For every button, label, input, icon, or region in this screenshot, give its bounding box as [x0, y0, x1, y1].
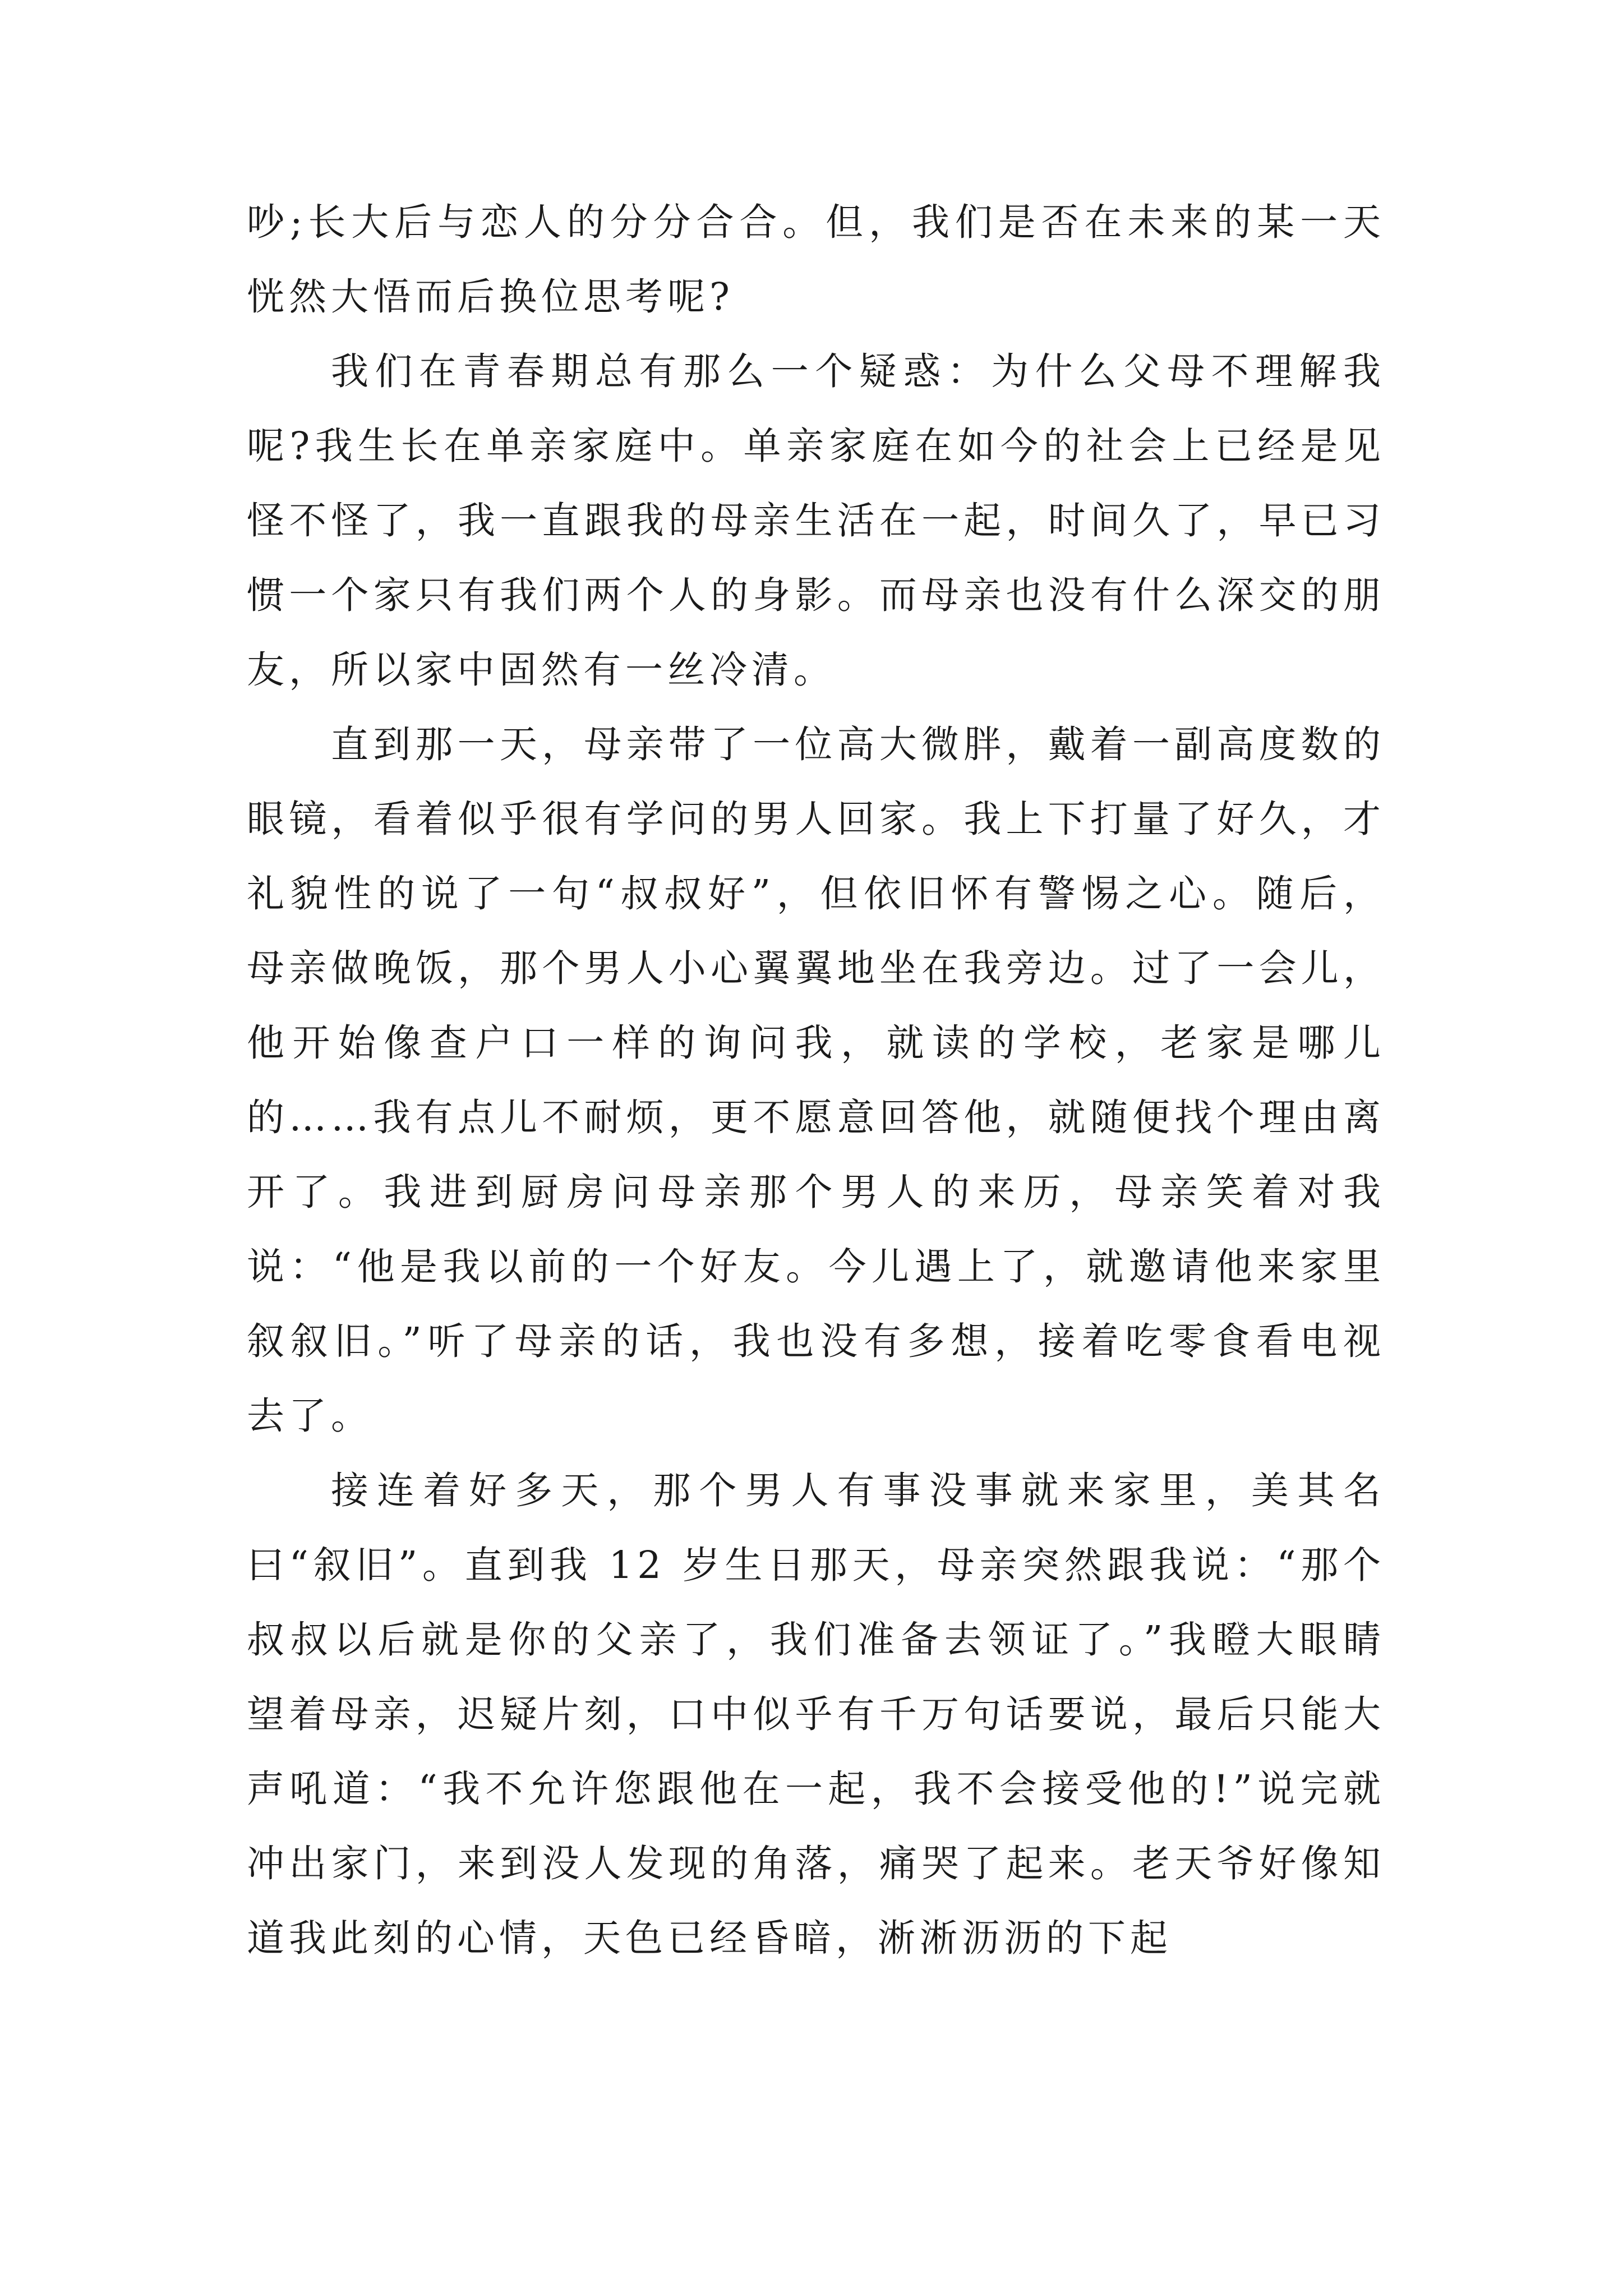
document-body — [247, 185, 1385, 1976]
paragraph-2: 我们在青春期总有那么一个疑惑：为什么父母不理解我呢?我生长在单亲家庭中。单亲家庭在如今的社会上已经是见怪不怪了，我一直跟我的母亲生活在一起，时间久了，早已习惯一个家只有我们两个人的身影。而母亲也没有什么深交的朋友，所以家中固然有一丝冷清。 — [247, 349, 1385, 692]
paragraph-1: 吵;长大后与恋人的分分合合。但，我们是否在未来的某一天恍然大悟而后换位思考呢? — [247, 200, 1385, 319]
paragraph-3: 直到那一天，母亲带了一位高大微胖，戴着一副高度数的眼镜，看着似乎很有学问的男人回家。我上下打量了好久，才礼貌性的说了一句“叔叔好”，但依旧怀有警惕之心。随后，母亲做晚饭，那个男人小心翼翼地坐在我旁边。过了一会儿，他开始像查户口一样的询问我，就读的学校，老家是哪儿的……我有点儿不耐烦，更不愿意回答他，就随便找个理由离开了。我进到厨房问母亲那个男人的来历，母亲笑着对我说：“他是我以前的一个好友。今儿遇上了，就邀请他来家里叙叙旧。”听了母亲的话，我也没有多想，接着吃零食看电视去了。 — [247, 723, 1386, 1438]
paragraph-4: 接连着好多天，那个男人有事没事就来家里，美其名曰“叙旧”。直到我 12 岁生日那天，母亲突然跟我说：“那个叔叔以后就是你的父亲了，我们准备去领证了。”我瞪大眼睛望着母亲，迟疑片刻，口中似乎有千万句话要说，最后只能大声吼道：“我不允许您跟他在一起，我不会接受他的!”说完就冲出家门，来到没人发现的角落，痛哭了起来。老天爷好像知道我此刻的心情，天色已经昏暗，淅淅沥沥的下起 — [247, 1469, 1385, 1960]
